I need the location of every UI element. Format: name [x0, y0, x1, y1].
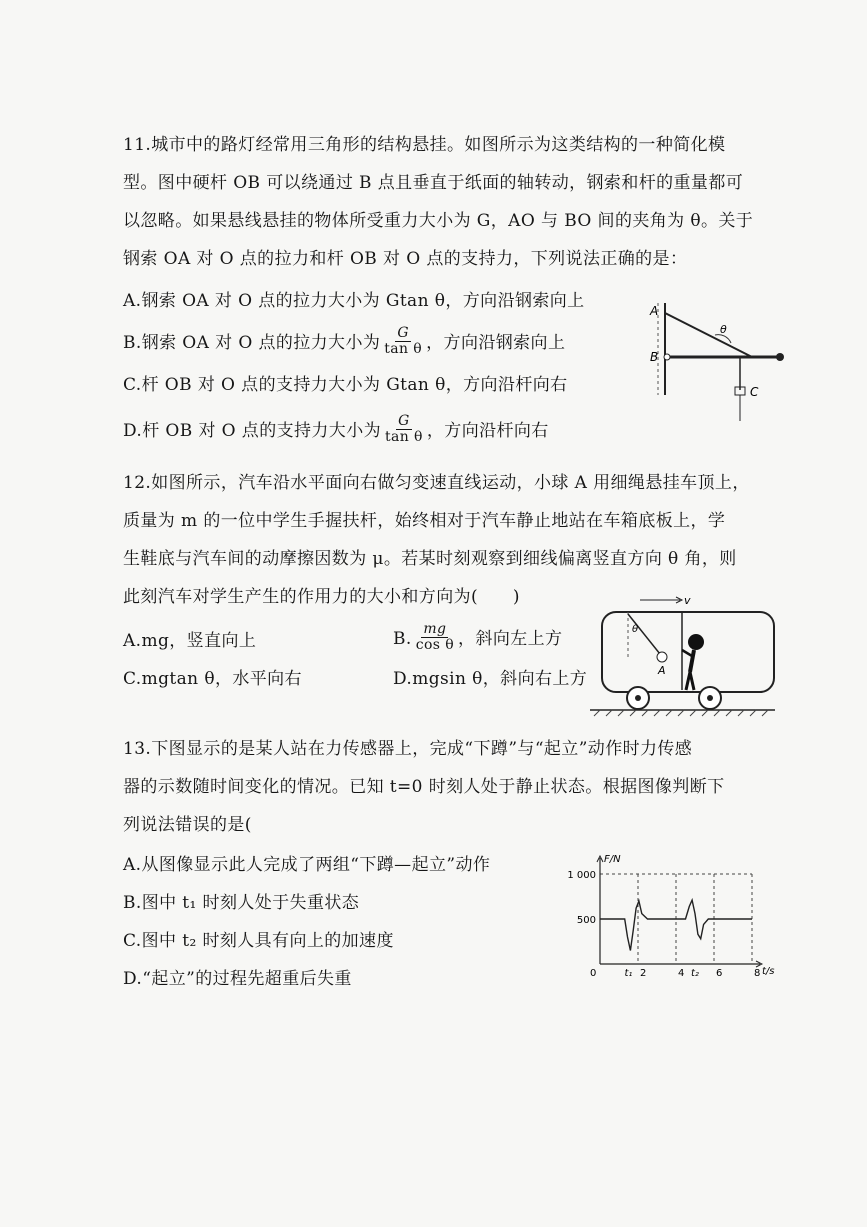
- ball-a: [657, 652, 667, 662]
- q12-stem-line-1: 12.如图所示，汽车沿水平面向右做匀变速直线运动，小球 A 用细绳悬挂车顶上，: [123, 473, 750, 493]
- q12-option-a[interactable]: A.mg，竖直向上: [123, 631, 257, 651]
- q12-option-c[interactable]: C.mgtan θ，水平向右: [123, 669, 302, 689]
- q11-option-d-suffix: ，方向沿杆向右: [426, 421, 549, 441]
- pivot-b: [664, 354, 670, 360]
- q11-option-b-suffix: ，方向沿钢索向上: [426, 333, 566, 353]
- time-mark-label: t₁: [624, 968, 633, 979]
- q13-option-a[interactable]: A.从图像显示此人完成了两组“下蹲—起立”动作: [123, 855, 491, 875]
- q13-option-c[interactable]: C.图中 t₂ 时刻人具有向上的加速度: [123, 931, 394, 951]
- student-arm: [682, 650, 692, 656]
- x-axis-label: t/s: [762, 966, 775, 977]
- label-theta: θ: [720, 323, 727, 336]
- y-axis-label: F/N: [604, 854, 621, 865]
- q11-option-d[interactable]: [123, 413, 549, 447]
- wheel-front-hub: [707, 695, 713, 701]
- q12-option-b-fraction: [414, 622, 456, 653]
- q11-figure: [640, 295, 790, 425]
- y-tick-label: 500: [576, 915, 596, 926]
- x-tick-label: 6: [716, 968, 723, 979]
- q11-stem-line-2: 型。图中硬杆 OB 可以绕通过 B 点且垂直于纸面的轴转动，钢索和杆的重量都可: [123, 173, 744, 193]
- q11-stem-line-3: 以忽略。如果悬线悬挂的物体所受重力大小为 G，AO 与 BO 间的夹角为 θ。关于: [123, 211, 754, 231]
- q12-option-d[interactable]: D.mgsin θ，斜向右上方: [393, 669, 588, 689]
- q11-option-b-prefix: B.钢索 OA 对 O 点的拉力大小为: [123, 333, 381, 353]
- q11-option-d-prefix: D.杆 OB 对 O 点的支持力大小为: [123, 421, 382, 441]
- label-ball-a: A: [658, 664, 666, 677]
- fraction-denominator: tan θ: [385, 429, 423, 445]
- q11-option-d-fraction: [383, 414, 425, 445]
- q12-stem-line-2: 质量为 m 的一位中学生手握扶杆，始终相对于汽车静止地站在车箱底板上，学: [123, 511, 726, 531]
- label-a: A: [650, 304, 659, 318]
- label-c: C: [750, 385, 759, 399]
- pivot-o: [776, 353, 784, 361]
- q12-option-b-prefix: B.: [393, 629, 412, 649]
- student-head: [688, 634, 704, 650]
- q11-option-a[interactable]: A.钢索 OA 对 O 点的拉力大小为 Gtan θ，方向沿钢索向上: [123, 291, 585, 311]
- fraction-numerator: G: [398, 413, 410, 429]
- q13-option-d[interactable]: D.“起立”的过程先超重后失重: [123, 969, 352, 989]
- time-mark-label: t₂: [691, 968, 699, 979]
- x-tick-label: 8: [754, 968, 761, 979]
- wheel-rear-hub: [635, 695, 641, 701]
- x-tick-label: 2: [640, 968, 647, 979]
- label-b: B: [650, 350, 659, 364]
- time-marks: [625, 968, 699, 979]
- q13-option-b[interactable]: B.图中 t₁ 时刻人处于失重状态: [123, 893, 360, 913]
- y-tick-label: 1 000: [567, 870, 596, 881]
- label-v: v: [684, 594, 691, 607]
- q13-stem-line-2: 器的示数随时间变化的情况。已知 t=0 时刻人处于静止状态。根据图像判断下: [123, 777, 725, 797]
- x-tick-label: 4: [678, 968, 685, 979]
- q12-figure: [590, 592, 780, 722]
- q11-option-b[interactable]: [123, 325, 566, 359]
- fraction-numerator: mg: [423, 621, 447, 637]
- y-tick-label: 0: [590, 968, 597, 979]
- fraction-numerator: G: [397, 325, 409, 341]
- fraction-denominator: tan θ: [384, 341, 423, 357]
- q11-stem-line-1: 11.城市中的路灯经常用三角形的结构悬挂。如图所示为这类结构的一种简化模: [123, 135, 726, 155]
- q12-option-b-suffix: ，斜向左上方: [458, 629, 563, 649]
- q13-stem-line-1: 13.下图显示的是某人站在力传感器上，完成“下蹲”与“起立”动作时力传感: [123, 739, 693, 759]
- q11-option-b-fraction: [382, 326, 424, 357]
- cable-oa: [665, 313, 752, 357]
- q11-option-c[interactable]: C.杆 OB 对 O 点的支持力大小为 Gtan θ，方向沿杆向右: [123, 375, 568, 395]
- q12-stem-line-4: 此刻汽车对学生产生的作用力的大小和方向为( ): [123, 587, 520, 607]
- q11-stem-line-4: 钢索 OA 对 O 点的拉力和杆 OB 对 O 点的支持力，下列说法正确的是：: [123, 249, 688, 269]
- ground-hatch: [594, 710, 768, 716]
- student-leg-right: [690, 672, 694, 690]
- label-theta: θ: [632, 624, 639, 635]
- q13-stem-line-3: 列说法错误的是(: [123, 815, 252, 835]
- q12-stem-line-3: 生鞋底与汽车间的动摩擦因数为 μ。若某时刻观察到细线偏离竖直方向 θ 角，则: [123, 549, 737, 569]
- force-time-chart: [560, 852, 785, 982]
- x-tick-labels: [640, 968, 760, 979]
- fraction-denominator: cos θ: [415, 637, 455, 653]
- q12-option-b[interactable]: [393, 621, 563, 655]
- student-body: [690, 650, 694, 672]
